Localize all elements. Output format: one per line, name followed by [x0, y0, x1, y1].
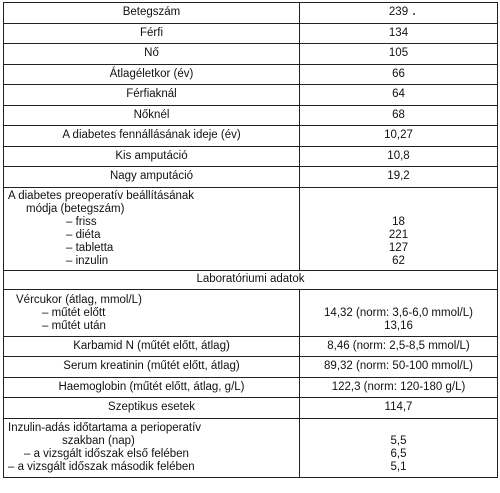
row-label: Átlagéletkor (év)	[4, 64, 300, 85]
lab-header-text: Laboratóriumi adatok	[4, 270, 498, 289]
row-value: 122,3 (norm: 120-180 g/L)	[300, 377, 498, 398]
preop-title-line2: módja (betegszám)	[26, 202, 125, 215]
preop-item-label: – diéta	[66, 228, 101, 241]
row-value: 68	[300, 105, 498, 126]
row-value: 239	[300, 3, 498, 24]
table-row	[4, 377, 498, 398]
row-value: 89,32 (norm: 50-100 mmol/L)	[300, 357, 498, 378]
table-row	[4, 64, 498, 85]
table-row	[4, 336, 498, 357]
row-label: A diabetes fennállásának ideje (év)	[4, 126, 300, 147]
row-value: 134	[300, 23, 498, 44]
preop-item-label: – inzulin	[66, 254, 109, 267]
table-row	[4, 146, 498, 167]
glucose-before-value: 14,32 (norm: 3,6-6,0 mmol/L)	[324, 306, 473, 319]
insulin-value-cell	[300, 418, 498, 477]
preop-value-cell	[300, 187, 498, 270]
insulin-label-cell	[4, 418, 300, 477]
table-row	[4, 398, 498, 419]
row-value: 10,8	[300, 146, 498, 167]
insulin-title-line1: Inzulin-adás időtartama a perioperatív	[8, 421, 202, 434]
preop-item-value: 221	[388, 228, 409, 241]
row-label: Férfiaknál	[4, 85, 300, 106]
row-label: Szeptikus esetek	[4, 398, 300, 419]
glucose-label-cell	[4, 289, 300, 336]
patient-data-table	[3, 2, 498, 478]
row-label: Férfi	[4, 23, 300, 44]
row-label: Serum kreatinin (műtét előtt, átlag)	[4, 357, 300, 378]
preop-item-value: 18	[392, 215, 405, 228]
row-label: Nő	[4, 44, 300, 65]
row-value: 114,7	[300, 398, 498, 419]
preop-item-label: – tabletta	[66, 241, 114, 254]
insulin-total-value: 5,5	[390, 434, 407, 447]
insulin-item-value: 6,5	[390, 447, 407, 460]
preop-item-value: 62	[392, 254, 405, 267]
insulin-title-line2: szakban (nap)	[62, 434, 135, 447]
row-label: Nagy amputáció	[4, 167, 300, 188]
insulin-item-label: – a vizsgált időszak második felében	[8, 460, 195, 473]
glucose-before-label: – műtét előtt	[42, 306, 106, 319]
row-value: 66	[300, 64, 498, 85]
lab-section-header	[4, 270, 498, 289]
row-label: Betegszám	[4, 3, 300, 24]
insulin-row	[4, 418, 498, 477]
table-row	[4, 167, 498, 188]
glucose-after-value: 13,16	[384, 319, 413, 332]
table-row	[4, 105, 498, 126]
glucose-row	[4, 289, 498, 336]
preop-item-label: – friss	[66, 215, 97, 228]
row-label: Karbamid N (műtét előtt, átlag)	[4, 336, 300, 357]
glucose-title: Vércukor (átlag, mmol/L)	[16, 293, 142, 306]
preop-item-value: 127	[388, 241, 409, 254]
table-row	[4, 23, 498, 44]
table-row	[4, 3, 498, 24]
row-value: 64	[300, 85, 498, 106]
glucose-value-cell	[300, 289, 498, 336]
preop-label-cell	[4, 187, 300, 270]
insulin-item-value: 5,1	[390, 460, 407, 473]
preop-title-line1: A diabetes preoperatív beállításának	[8, 189, 195, 202]
row-value: 19,2	[300, 167, 498, 188]
row-value: 105	[300, 44, 498, 65]
row-value: 10,27	[300, 126, 498, 147]
row-label: Nőknél	[4, 105, 300, 126]
glucose-after-label: – műtét után	[42, 319, 106, 332]
row-label: Haemoglobin (műtét előtt, átlag, g/L)	[4, 377, 300, 398]
row-label: Kis amputáció	[4, 146, 300, 167]
preop-row	[4, 187, 498, 270]
table-row	[4, 357, 498, 378]
row-value: 8,46 (norm: 2,5-8,5 mmol/L)	[300, 336, 498, 357]
table-row	[4, 44, 498, 65]
table-row	[4, 85, 498, 106]
table-row	[4, 126, 498, 147]
insulin-item-label: – a vizsgált időszak első felében	[24, 447, 189, 460]
